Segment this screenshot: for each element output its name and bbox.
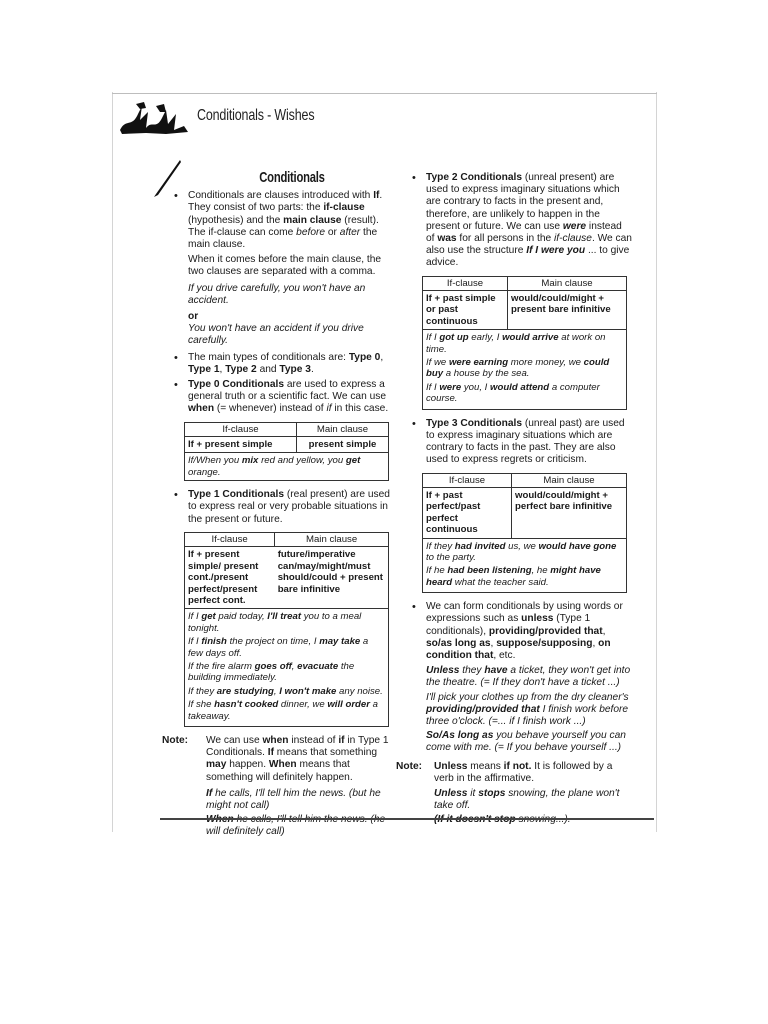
- text-run: Type 2 Conditionals: [426, 172, 523, 183]
- types-paragraph: [172, 352, 394, 376]
- text-run: If they: [426, 540, 455, 552]
- table-header: Main clause: [508, 276, 627, 290]
- text-run: orange.: [188, 466, 221, 478]
- text-run: if-clause: [554, 233, 592, 245]
- text-run: If we: [426, 357, 449, 369]
- example-line: [426, 565, 623, 588]
- example-line: [188, 686, 385, 697]
- comma-paragraph: When it comes before the main clause, the two clauses are separated with a comma.: [188, 254, 382, 278]
- text-run: ... to give advice.: [426, 245, 630, 269]
- text-run: If she: [188, 699, 215, 711]
- table-example: [185, 453, 389, 481]
- text-run: When: [268, 759, 297, 771]
- text-run: (= whenever) instead of: [214, 403, 327, 415]
- text-run: Unless: [434, 788, 468, 799]
- text-run: ,: [602, 625, 606, 637]
- text-run: (Type 1 conditionals),: [426, 613, 591, 637]
- text-run: are used to express a general truth or a scientific fact. We can use: [188, 379, 386, 403]
- page-title: Conditionals: [259, 169, 325, 186]
- text-run: providing/provided that: [488, 625, 603, 637]
- text-run: ,: [592, 637, 599, 649]
- text-run: ,: [380, 351, 384, 363]
- example-line: [426, 332, 623, 355]
- table-examples: [423, 538, 627, 593]
- text-run: If they: [188, 685, 217, 697]
- text-run: The main types of conditionals are:: [188, 351, 349, 363]
- text-run: if-clause: [323, 202, 365, 214]
- text-run: paid today,: [215, 611, 268, 623]
- definition-paragraph: [172, 190, 394, 251]
- text-run: might have heard: [426, 565, 601, 588]
- text-run: main clause: [283, 214, 342, 226]
- text-run: . They consist of two parts: the: [188, 190, 383, 214]
- text-run: So/As long as: [426, 730, 494, 742]
- text-run: when: [262, 734, 289, 746]
- text-run: had invited: [454, 540, 506, 552]
- text-run: Unless: [434, 760, 468, 772]
- text-run: stops: [478, 788, 506, 799]
- text-run: , etc.: [493, 649, 516, 661]
- text-run: had been listening: [447, 565, 532, 577]
- text-run: on condition that: [426, 637, 611, 661]
- header-rule: [112, 93, 657, 94]
- type0-table: [184, 422, 389, 482]
- example-line: [434, 788, 632, 812]
- text-run: he calls, I'll tell him the news. (but he might not call): [206, 787, 381, 811]
- table-cell: If + present simple/ present cont./present perfect/present perfect cont.: [185, 547, 275, 609]
- text-run: would have gone: [538, 540, 617, 552]
- text-run: got up: [439, 332, 469, 344]
- example-line: [206, 788, 394, 812]
- text-run: ,: [291, 660, 298, 672]
- text-run: If: [373, 190, 380, 202]
- text-run: goes off: [254, 660, 292, 672]
- text-run: get: [345, 455, 361, 467]
- conditional-words-examples: [410, 665, 632, 754]
- example-line: [426, 541, 623, 564]
- text-run: Unless: [426, 665, 460, 677]
- text-run: Type 3: [279, 363, 311, 375]
- text-run: Type 0: [348, 351, 381, 363]
- text-run: If: [206, 787, 213, 799]
- text-run: may take: [319, 636, 361, 648]
- note-examples: [434, 788, 632, 827]
- text-run: were: [562, 220, 587, 232]
- note-label: Note:: [162, 734, 189, 746]
- text-run: a house by the sea.: [443, 368, 530, 380]
- right-margin-line: [656, 92, 657, 832]
- text-run: If I: [426, 332, 440, 344]
- text-run: could buy: [426, 357, 610, 380]
- text-run: if: [326, 403, 332, 415]
- text-run: the project on time, I: [226, 636, 320, 648]
- text-run: the building immediately.: [188, 660, 355, 684]
- text-run: were earning: [448, 357, 509, 369]
- text-run: (unreal present) are used to express imaginary situations which are contrary to facts in the present and, therefore, are unlikely to happen in the present or future. We can use: [426, 172, 620, 232]
- text-run: snowing, the plane won't take off.: [434, 788, 620, 812]
- text-run: finish: [201, 636, 227, 648]
- text-run: If I: [426, 381, 440, 393]
- type2-table: [422, 276, 627, 410]
- example-line: [426, 692, 632, 729]
- text-run: have: [484, 665, 508, 677]
- type3-paragraph: [410, 418, 632, 467]
- text-run: you, I: [461, 381, 490, 393]
- unit-logo-icon: [116, 100, 192, 136]
- text-run: and: [256, 363, 280, 375]
- text-run: .: [310, 363, 314, 375]
- table-header: If-clause: [423, 473, 512, 487]
- text-run: I'll pick your clothes up from the dry cleaner's: [426, 691, 629, 703]
- type3-table: [422, 473, 627, 594]
- text-run: instead of: [426, 220, 622, 245]
- text-run: Type 1: [188, 363, 220, 375]
- type1-paragraph: [172, 489, 394, 526]
- table-header: If-clause: [185, 532, 275, 546]
- example-line: [188, 636, 385, 659]
- text-run: or: [325, 226, 340, 238]
- table-header: Main clause: [512, 473, 627, 487]
- text-run: means that something: [273, 747, 378, 759]
- text-run: If/When you: [188, 455, 242, 467]
- text-run: (result). The if-clause can come: [188, 214, 379, 238]
- type1-table: [184, 532, 389, 727]
- text-run: If: [267, 747, 274, 759]
- text-run: if: [338, 734, 345, 746]
- example-line: [434, 814, 632, 826]
- text-run: We can use: [206, 734, 263, 746]
- table-cell: If + present simple: [185, 437, 297, 453]
- text-run: We can form conditionals by using words or expressions such as: [426, 601, 623, 625]
- text-run: get: [201, 611, 216, 623]
- text-run: was: [437, 233, 457, 245]
- text-run: would attend: [490, 381, 550, 393]
- text-run: in Type 1 Conditionals.: [206, 734, 389, 759]
- example-line: [426, 357, 623, 380]
- text-run: . We can also use the structure: [426, 233, 632, 257]
- text-run: dinner, we: [278, 699, 328, 711]
- text-run: would arrive: [502, 332, 559, 344]
- table-header: If-clause: [185, 422, 297, 436]
- table-cell: If + past simple or past continuous: [423, 291, 508, 330]
- text-run: a takeaway.: [188, 699, 379, 722]
- text-run: any noise.: [336, 685, 383, 697]
- text-run: at work on time.: [426, 332, 606, 355]
- type0-paragraph: [172, 379, 394, 416]
- footer-rule: [160, 818, 654, 820]
- right-column: [396, 172, 632, 829]
- table-cell: If + past perfect/past perfect continuous: [423, 487, 512, 538]
- text-run: If the fire alarm: [188, 660, 255, 672]
- example-line: [188, 699, 385, 722]
- example-line: [426, 665, 632, 689]
- table-cell: would/could/might + perfect bare infinitive: [512, 487, 627, 538]
- text-run: If he: [426, 565, 448, 577]
- table-cell: would/could/might + present bare infinitive: [508, 291, 627, 330]
- text-run: for all persons in the: [456, 233, 554, 245]
- note-block: [162, 734, 394, 839]
- text-run: so/as long as: [426, 637, 491, 649]
- text-run: if not.: [503, 760, 532, 772]
- table-examples: [185, 609, 389, 727]
- text-run: us, we: [505, 540, 539, 552]
- text-run: (hypothesis) and the: [188, 214, 284, 226]
- text-run: means that something will definitely happen.: [206, 759, 353, 783]
- text-run: the main clause.: [188, 226, 378, 251]
- text-run: to the party.: [426, 551, 476, 563]
- text-run: ,: [273, 685, 280, 697]
- text-run: more money, we: [508, 357, 584, 369]
- text-run: happen.: [226, 759, 269, 771]
- text-run: providing/provided that: [426, 703, 540, 715]
- text-run: If I were you: [526, 245, 586, 257]
- text-run: will order: [327, 699, 370, 711]
- text-run: Type 2: [225, 363, 257, 375]
- table-header: Main clause: [275, 532, 389, 546]
- text-run: evacuate: [297, 660, 339, 672]
- text-run: suppose/supposing: [496, 637, 593, 649]
- section-header: Conditionals - Wishes: [197, 107, 315, 124]
- text-run: Type 0 Conditionals: [188, 379, 285, 391]
- text-run: I finish work before three o'clock. (=... if I finish work ...): [426, 703, 629, 727]
- text-run: red and yellow, you: [258, 455, 346, 467]
- table-cell: future/imperative can/may/might/must should/could + present bare infinitive: [275, 547, 389, 609]
- text-run: are studying: [216, 685, 274, 697]
- text-run: they: [459, 665, 485, 677]
- text-run: ,: [219, 363, 226, 375]
- note-examples: [206, 788, 394, 839]
- text-run: Conditionals are clauses introduced with: [188, 190, 374, 202]
- conditional-words-paragraph: [410, 601, 632, 662]
- text-run: hasn't cooked: [214, 699, 279, 711]
- example-1b: You won't have an accident if you drive carefully.: [188, 323, 364, 347]
- table-examples: [423, 330, 627, 409]
- text-run: early, I: [468, 332, 503, 344]
- text-run: If I: [188, 636, 202, 648]
- text-run: will definitely call): [206, 826, 285, 838]
- text-run: , he: [531, 565, 551, 577]
- text-run: a ticket, they won't get into the theatre. (= If they don't have a ticket ...): [426, 665, 631, 689]
- text-run: a computer course.: [426, 381, 600, 405]
- text-run: before: [296, 226, 326, 238]
- text-run: you to a meal tonight.: [188, 611, 362, 634]
- example-or: or: [188, 311, 199, 323]
- text-run: I won't make: [279, 685, 337, 697]
- left-margin-line: [112, 92, 113, 832]
- text-run: what the teacher said.: [452, 576, 549, 588]
- note-block: [396, 760, 632, 827]
- text-run: If I: [188, 611, 202, 623]
- text-run: when: [188, 403, 215, 415]
- text-run: in this case.: [331, 403, 389, 415]
- type2-paragraph: [410, 172, 632, 270]
- text-run: unless: [521, 613, 554, 625]
- left-column: [162, 169, 394, 841]
- table-header: Main clause: [296, 422, 388, 436]
- text-run: mix: [241, 455, 259, 467]
- text-run: were: [439, 381, 462, 393]
- example-line: [426, 730, 632, 754]
- text-run: a few days off.: [188, 636, 369, 659]
- text-run: I'll treat: [267, 611, 302, 623]
- text-run: may: [206, 759, 227, 771]
- example-line: [188, 661, 385, 684]
- text-run: Type 3 Conditionals: [426, 417, 523, 429]
- table-header: If-clause: [423, 276, 508, 290]
- example-line: [188, 611, 385, 634]
- text-run: (real present) are used to express real or very probable situations in the present or future.: [188, 489, 390, 525]
- text-run: instead of: [288, 734, 339, 746]
- example-line: [426, 382, 623, 405]
- text-run: Type 1 Conditionals: [188, 489, 285, 501]
- table-cell: present simple: [296, 437, 388, 453]
- text-run: after: [339, 226, 361, 238]
- text-run: you behave yourself you can come with me. (= If you behave yourself ...): [426, 730, 626, 754]
- text-run: ,: [490, 637, 497, 649]
- text-run: (unreal past) are used to express imaginary situations which are contrary to facts in the past. They are also used to express regrets or criticism.: [426, 417, 625, 466]
- note-label: Note:: [396, 760, 423, 772]
- text-run: it: [467, 788, 479, 799]
- text-run: It is followed by a verb in the affirmative.: [434, 760, 613, 784]
- example-1: If you drive carefully, you won't have an accident.: [188, 282, 366, 306]
- text-run: means: [467, 760, 504, 772]
